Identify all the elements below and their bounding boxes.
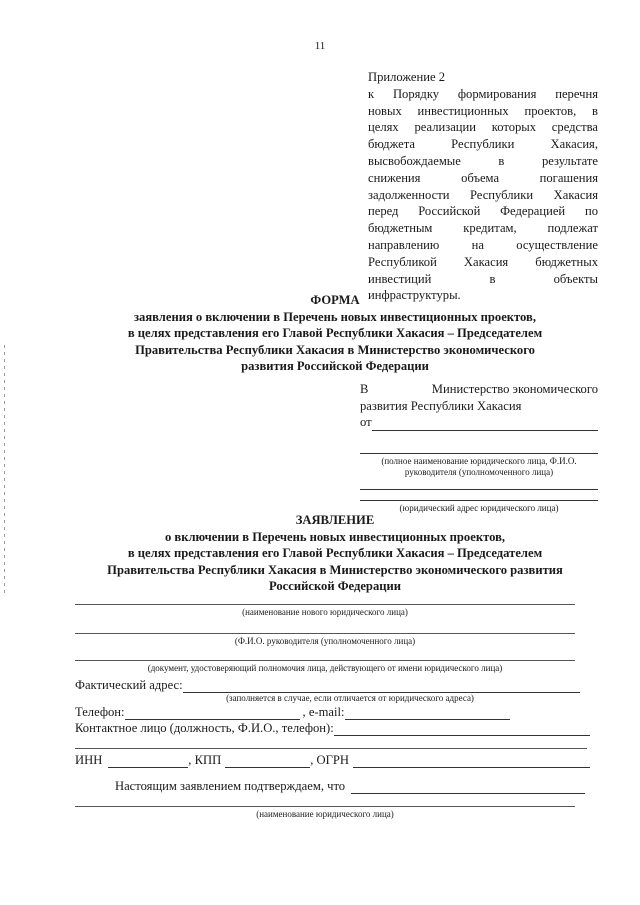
appendix-line: перед Российской Федерацией по bbox=[368, 204, 598, 219]
form-heading: ФОРМА bbox=[310, 293, 360, 307]
appendix-line: задолженности Республики Хакасия bbox=[368, 187, 598, 202]
inn-label: ИНН bbox=[75, 753, 103, 767]
page-number: 11 bbox=[314, 40, 326, 52]
caption-entity: (наименование юридического лица) bbox=[256, 809, 394, 819]
appendix-line: к Порядку формирования перечня bbox=[368, 86, 598, 101]
phone-label: Телефон: bbox=[75, 705, 125, 719]
entity-name-field[interactable] bbox=[360, 431, 598, 454]
addressee-block bbox=[360, 381, 598, 514]
contact-field[interactable] bbox=[334, 723, 590, 736]
form-title bbox=[70, 292, 600, 375]
caption-document: (документ, удостоверяющий полномочия лица, действующего от имени юридического лица) bbox=[147, 663, 503, 673]
appendix-line: высвобождаемые в результате bbox=[368, 153, 598, 168]
caption-entity-head: руководителя (уполномоченного лица) bbox=[404, 466, 554, 477]
appendix-block bbox=[368, 69, 598, 304]
entity-name-field-2[interactable] bbox=[75, 806, 575, 807]
from-line: от bbox=[360, 414, 598, 431]
appendix-line: бюджетным кредитам, подлежат bbox=[368, 221, 598, 236]
form-title-line: Правительства Республики Хакасия в Министерство экономического bbox=[135, 342, 535, 357]
appendix-line: Республикой Хакасия бюджетных bbox=[368, 254, 598, 269]
contact-field-2[interactable] bbox=[75, 748, 587, 749]
caption-legal-address: (юридический адрес юридического лица) bbox=[399, 502, 559, 513]
legal-address-field-2[interactable] bbox=[360, 490, 598, 501]
caption-new-entity: (наименование нового юридического лица) bbox=[242, 607, 408, 617]
statement-title bbox=[70, 512, 600, 595]
new-entity-name-field[interactable] bbox=[75, 604, 575, 605]
actual-address-field[interactable] bbox=[183, 680, 580, 693]
appendix-line: инвестиций в объекты bbox=[368, 271, 598, 286]
email-label: , e-mail: bbox=[302, 705, 345, 719]
from-field[interactable] bbox=[372, 418, 598, 431]
email-field[interactable] bbox=[345, 707, 510, 720]
contact-row bbox=[75, 720, 590, 736]
actual-address-row bbox=[75, 677, 590, 693]
kpp-field[interactable] bbox=[225, 755, 310, 768]
appendix-line: бюджета Республики Хакасия, bbox=[368, 137, 598, 152]
confirm-row bbox=[75, 778, 590, 794]
appendix-line: направлению на осуществление bbox=[368, 237, 598, 252]
form-title-line: в целях представления его Главой Республики Хакасия – Председателем bbox=[127, 326, 543, 340]
statement-title-line: о включении в Перечень новых инвестиционных проектов, bbox=[164, 529, 506, 544]
appendix-line: снижения объема погашения bbox=[368, 170, 598, 185]
legal-address-field[interactable] bbox=[360, 478, 598, 490]
ogrn-field[interactable] bbox=[353, 755, 590, 768]
phone-field[interactable] bbox=[125, 707, 300, 720]
statement-title-line: Правительства Республики Хакасия в Министерство экономического развития bbox=[107, 562, 563, 577]
kpp-label: , КПП bbox=[188, 753, 222, 767]
authority-document-field[interactable] bbox=[75, 660, 575, 661]
addressee-line: В Министерство экономического bbox=[360, 382, 598, 396]
caption-head: (Ф.И.О. руководителя (уполномоченного лица) bbox=[234, 636, 416, 646]
caption-entity-name: (полное наименование юридического лица, Ф.И.О. bbox=[381, 455, 577, 466]
appendix-line: инфраструктуры. bbox=[368, 288, 461, 303]
actual-address-label: Фактический адрес: bbox=[75, 678, 183, 692]
statement-title-line: Российской Федерации bbox=[268, 579, 402, 593]
form-title-line: развития Российской Федерации bbox=[241, 359, 429, 373]
phone-row bbox=[75, 704, 590, 720]
caption-actual-address: (заполняется в случае, если отличается от юридического адреса) bbox=[226, 693, 474, 703]
ogrn-label: , ОГРН bbox=[310, 753, 349, 767]
confirm-text: Настоящим заявлением подтверждаем, что bbox=[115, 779, 346, 793]
contact-label: Контактное лицо (должность, Ф.И.О., телефон): bbox=[75, 721, 334, 735]
appendix-line: новых инвестиционных проектов, в bbox=[368, 103, 598, 118]
appendix-line: целях реализации которых средства bbox=[368, 120, 598, 135]
ids-row bbox=[75, 752, 590, 768]
confirm-field[interactable] bbox=[351, 781, 585, 794]
inn-field[interactable] bbox=[108, 755, 188, 768]
appendix-line: Приложение 2 bbox=[368, 70, 446, 84]
addressee-line: развития Республики Хакасия bbox=[360, 398, 522, 413]
statement-title-line: в целях представления его Главой Республики Хакасия – Председателем bbox=[127, 546, 543, 560]
scan-margin-mark bbox=[4, 345, 5, 595]
head-name-field[interactable] bbox=[75, 633, 575, 634]
form-title-line: заявления о включении в Перечень новых инвестиционных проектов, bbox=[134, 309, 536, 324]
statement-heading: ЗАЯВЛЕНИЕ bbox=[295, 513, 375, 527]
